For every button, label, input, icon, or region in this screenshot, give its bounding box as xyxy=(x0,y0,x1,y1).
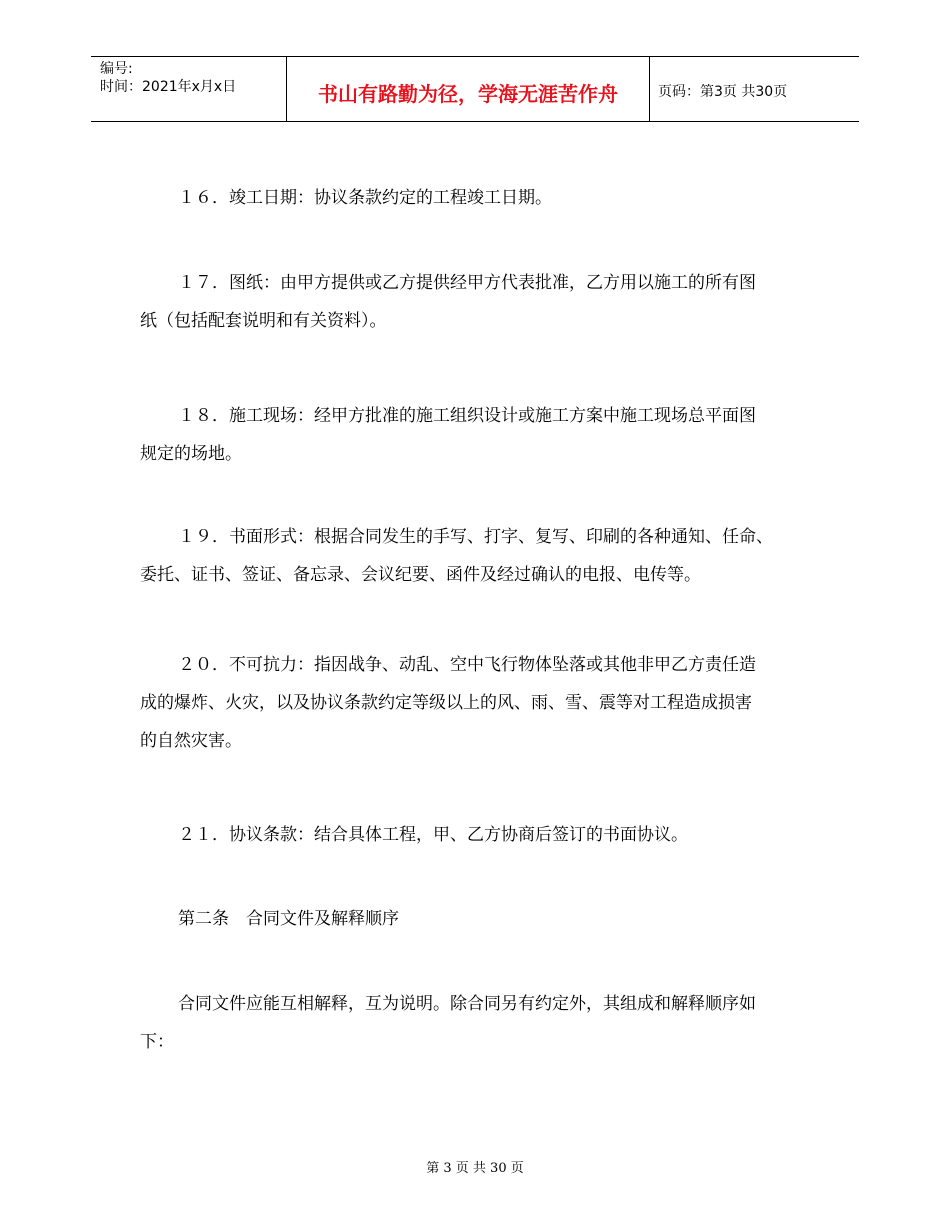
header-page-cell xyxy=(650,57,859,121)
page-header xyxy=(91,56,859,122)
paragraph-18 xyxy=(140,397,830,473)
header-page-info: 页码：第3页 共30页 xyxy=(658,84,788,100)
paragraph-line: 的自然灾害。 xyxy=(140,731,242,751)
paragraph-19 xyxy=(140,518,830,594)
paragraph-contract-documents xyxy=(140,985,830,1061)
paragraph-16 xyxy=(140,179,830,217)
paragraph-line: 下： xyxy=(140,1032,174,1052)
paragraph-line: 成的爆炸、火灾，以及协议条款约定等级以上的风、雨、雪、震等对工程造成损害 xyxy=(140,693,752,713)
paragraph-17 xyxy=(140,264,830,340)
paragraph-21 xyxy=(140,816,830,854)
paragraph-line: 委托、证书、签证、备忘录、会议纪要、函件及经过确认的电报、电传等。 xyxy=(140,565,701,585)
paragraph-line: ２１．协议条款：结合具体工程，甲、乙方协商后签订的书面协议。 xyxy=(178,825,688,845)
paragraph-line: 合同文件应能互相解释，互为说明。除合同另有约定外，其组成和解释顺序如 xyxy=(178,994,756,1014)
article-two-heading xyxy=(140,900,830,938)
paragraph-20 xyxy=(140,646,830,760)
header-meta-cell xyxy=(91,57,287,121)
page-footer: 第 3 页 共 30 页 xyxy=(426,1161,524,1176)
paragraph-line: ２０．不可抗力：指因战争、动乱、空中飞行物体坠落或其他非甲乙方责任造 xyxy=(178,655,756,675)
document-time-label: 时间：2021年x月x日 xyxy=(100,79,237,95)
header-motto: 书山有路勤为径，学海无涯苦作舟 xyxy=(318,82,618,106)
header-motto-cell xyxy=(287,57,650,121)
paragraph-line: １８．施工现场：经甲方批准的施工组织设计或施工方案中施工现场总平面图 xyxy=(178,406,756,426)
document-number-label: 编号: xyxy=(100,61,133,77)
paragraph-line: １７．图纸：由甲方提供或乙方提供经甲方代表批准，乙方用以施工的所有图 xyxy=(178,273,756,293)
paragraph-line: 规定的场地。 xyxy=(140,444,242,464)
paragraph-line: １９．书面形式：根据合同发生的手写、打字、复写、印刷的各种通知、任命、 xyxy=(178,527,773,547)
paragraph-line: １６．竣工日期：协议条款约定的工程竣工日期。 xyxy=(178,188,552,208)
paragraph-line: 纸（包括配套说明和有关资料）。 xyxy=(140,311,387,331)
paragraph-line: 第二条 合同文件及解释顺序 xyxy=(178,909,399,929)
